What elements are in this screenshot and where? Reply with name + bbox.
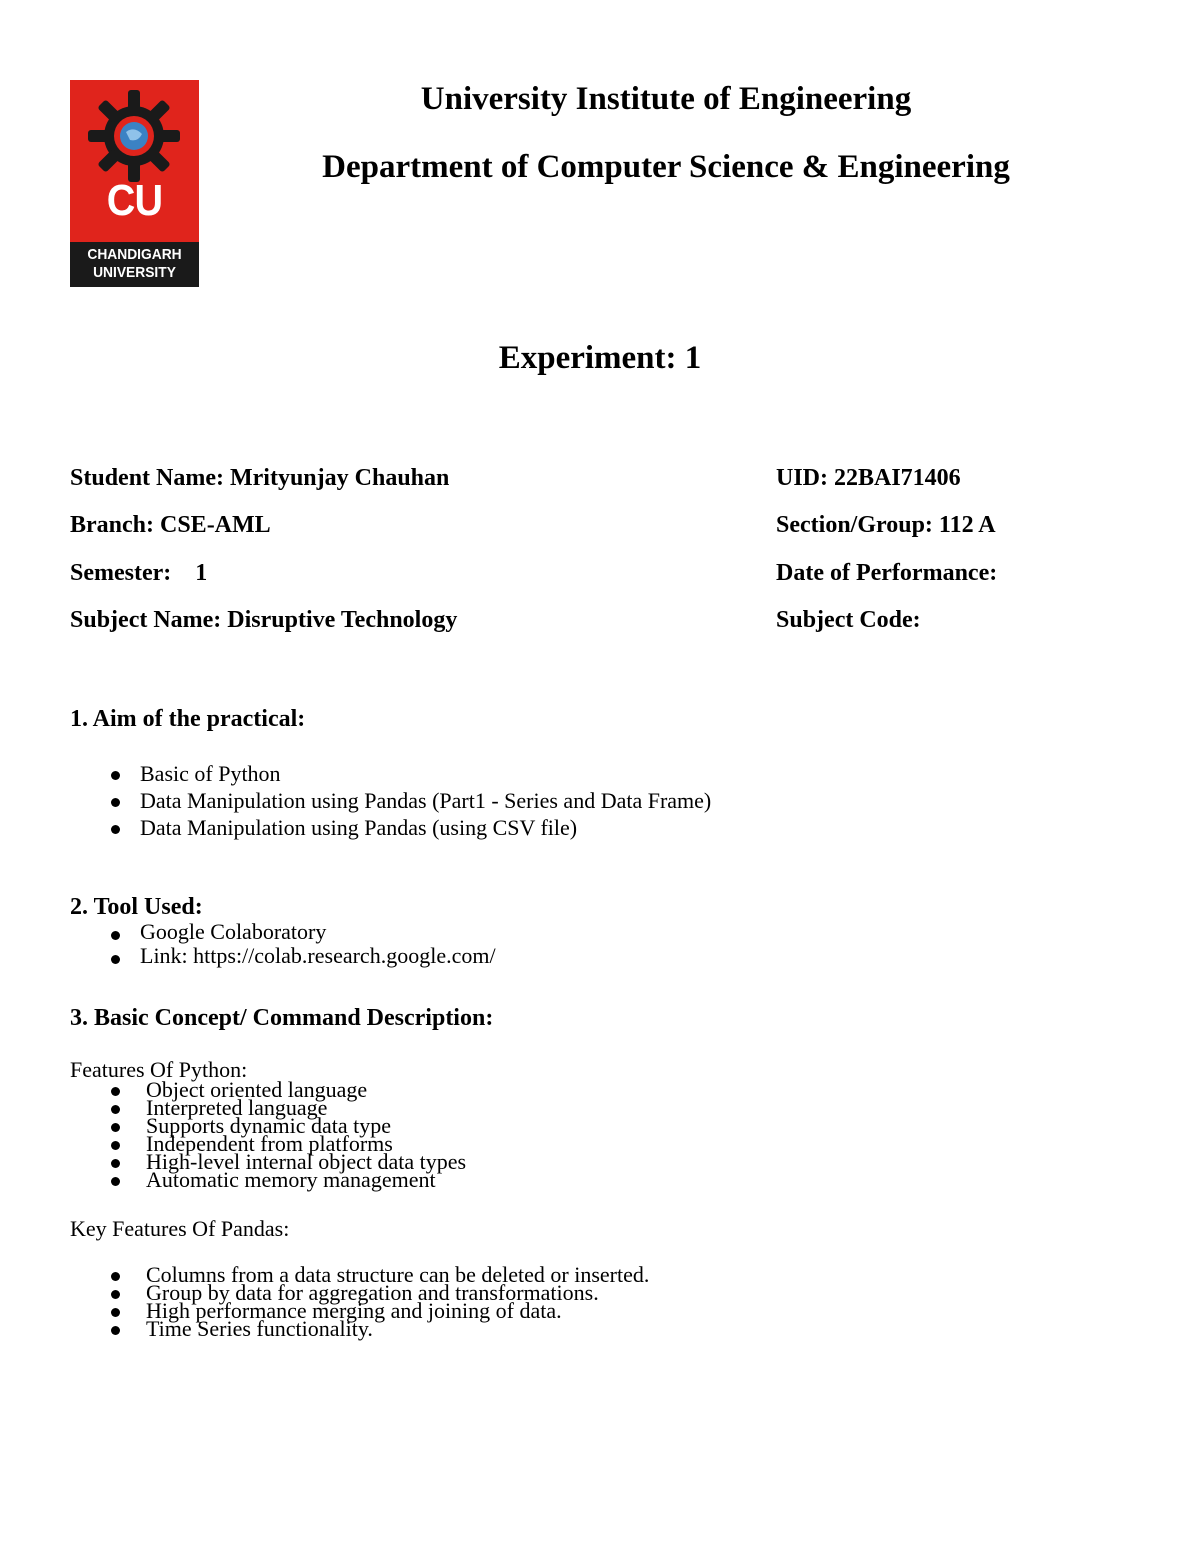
- pandas-features-label: Key Features Of Pandas:: [70, 1216, 290, 1241]
- semester: Semester: 1: [70, 560, 208, 586]
- list-item: Independent from platforms: [108, 1135, 466, 1153]
- logo-line-1: CHANDIGARH: [87, 246, 182, 263]
- logo-band: [70, 242, 199, 287]
- subject-name: Subject Name: Disruptive Technology: [70, 607, 458, 633]
- uid: UID: 22BAI71406: [776, 465, 961, 491]
- student-name: Student Name: Mrityunjay Chauhan: [70, 465, 450, 491]
- concept-heading: 3. Basic Concept/ Command Description:: [70, 1005, 494, 1031]
- logo-mark: CU: [106, 176, 163, 225]
- pandas-features-list: [108, 1262, 650, 1341]
- department-title: Department of Computer Science & Engineering: [322, 149, 1010, 185]
- branch: Branch: CSE-AML: [70, 512, 271, 538]
- python-features-label: Features Of Python:: [70, 1057, 248, 1082]
- list-item: Basic of Python: [108, 760, 711, 787]
- list-item: Data Manipulation using Pandas (using CSV file): [108, 814, 711, 841]
- list-item: Automatic memory management: [108, 1171, 466, 1189]
- list-item: Supports dynamic data type: [108, 1117, 466, 1135]
- subject-code: Subject Code:: [776, 607, 921, 633]
- list-item: Interpreted language: [108, 1099, 466, 1117]
- list-item: Columns from a data structure can be deleted or inserted.: [108, 1266, 649, 1284]
- aim-list: [108, 760, 711, 841]
- list-item: Group by data for aggregation and transformations.: [108, 1284, 649, 1302]
- list-item: Link: https://colab.research.google.com/: [108, 944, 496, 968]
- experiment-title: Experiment: 1: [498, 340, 702, 376]
- list-item: High performance merging and joining of data.: [108, 1302, 649, 1320]
- list-item: Data Manipulation using Pandas (Part1 - Series and Data Frame): [108, 787, 711, 814]
- aim-heading: 1. Aim of the practical:: [70, 706, 306, 732]
- tool-heading: 2. Tool Used:: [70, 894, 203, 920]
- list-item: Google Colaboratory: [108, 920, 496, 944]
- section-group: Section/Group: 112 A: [776, 512, 996, 538]
- logo-line-2: UNIVERSITY: [93, 264, 176, 281]
- tool-list: [108, 920, 496, 968]
- python-features-list: [108, 1077, 467, 1192]
- list-item: Time Series functionality.: [108, 1320, 649, 1338]
- list-item: High-level internal object data types: [108, 1153, 466, 1171]
- date-of-performance: Date of Performance:: [776, 560, 998, 586]
- institute-title: University Institute of Engineering: [420, 81, 912, 117]
- list-item: Object oriented language: [108, 1081, 466, 1099]
